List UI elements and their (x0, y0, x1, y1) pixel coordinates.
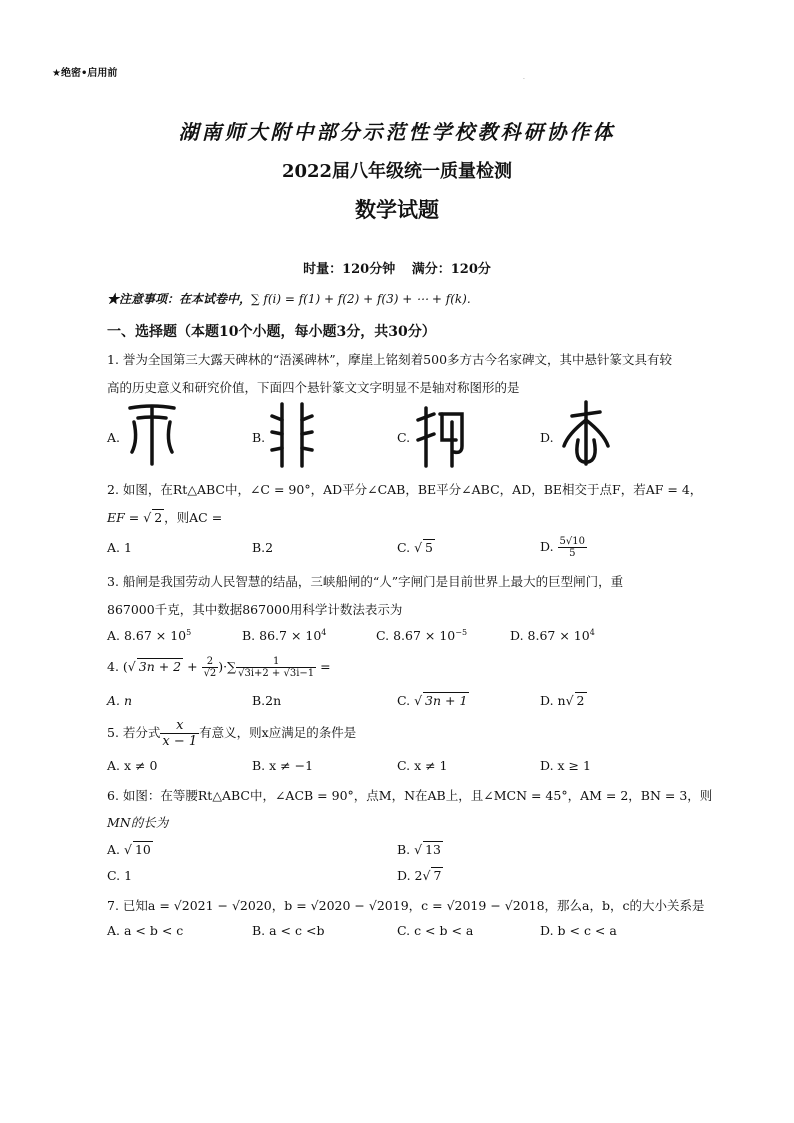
q1-option-c: C. (397, 430, 411, 445)
q7-option-a: A. a < b < c (107, 923, 184, 938)
notice-label: ★注意事项：在本试卷中， (107, 292, 252, 306)
q5-option-a: A. x ≠ 0 (107, 758, 158, 773)
page-dot: · (523, 76, 525, 83)
q3-option-b: B. $86.7 \times 10^4$ (242, 628, 327, 644)
q4-option-d: D. n√ 2 (540, 693, 585, 708)
q6-option-c: C. 1 (107, 868, 133, 883)
q5-option-b: B. x ≠ −1 (252, 758, 314, 773)
q3-option-a: A. $8.67 \times 10^5$ (107, 628, 192, 644)
q1-option-d: D. (540, 430, 554, 445)
seal-glyph-a-icon (124, 400, 180, 468)
exam-title-grade: 2022届八年级统一质量检测 (281, 161, 513, 182)
q5-stem: 5. 若分式 $\frac{x}{x - 1}$ 有意义，则x应满足的条件是 (107, 718, 357, 749)
q7-option-b: B. a < c <b (252, 923, 325, 938)
notice (107, 290, 471, 307)
q1-option-a: A. (107, 430, 121, 445)
q1-stem-line1: 1. 誉为全国第三大露天碑林的“浯溪碑林”，摩崖上铭刻着500多方古今名家碑文，其中悬针篆文具有较 (107, 352, 673, 367)
q3-stem-line2: 867000千克，其中数据867000用科学计数法表示为 (107, 602, 403, 617)
q6-stem-line1: 6. 如图：在等腰Rt△ABC中，∠ACB = 90°，点M，N在AB上，且∠MCN = 45°，AM = 2，BN = 3，则 (107, 788, 713, 803)
exam-title-subject: 数学试题 (355, 197, 439, 222)
q4-option-b: B.2n (252, 693, 282, 708)
exam-time: 时量：120分钟 (303, 262, 396, 277)
q3-option-d: D. $8.67 \times 10^4$ (510, 628, 595, 644)
q1-stem-line2: 高的历史意义和研究价值，下面四个悬针篆文文字明显不是轴对称图形的是 (107, 380, 520, 395)
q3-stem-line1: 3. 船闸是我国劳动人民智慧的结晶，三峡船闸的“人”字闸门是目前世界上最大的巨型闸门，重 (107, 574, 624, 589)
q6-option-d: D. 2√ 7 (397, 868, 442, 883)
exam-title-org: 湖南师大附中部分示范性学校教科研协作体 (178, 120, 616, 144)
q2-option-d: D. $\frac{5√10}{5}$ (540, 536, 585, 559)
seal-glyph-c-icon (412, 400, 468, 468)
q7-option-d: D. b < c < a (540, 923, 617, 938)
q2-option-a: A. 1 (107, 540, 132, 555)
notice-formula: ∑ f(i) = f(1) + f(2) + f(3) + ⋯ + f(k). (251, 292, 471, 306)
q7-stem: 7. 已知a = √2021 − √2020，b = √2020 − √2019，c = √2019 − √2018，那么a，b，c的大小关系是 (107, 898, 705, 913)
exam-score: 满分：120分 (411, 262, 491, 277)
q5-option-c: C. x ≠ 1 (397, 758, 448, 773)
q5-option-d: D. x ≥ 1 (540, 758, 591, 773)
q4-option-c: C. √ 3n + 1 (397, 693, 468, 708)
q4-option-a: A. n (107, 693, 133, 708)
q2-option-c: C. √ 5 (397, 540, 433, 555)
q7-option-c: C. c < b < a (397, 923, 474, 938)
q6-option-b: B. √ 13 (397, 842, 442, 857)
section-heading-choice: 一、选择题（本题10个小题，每小题3分，共30分） (107, 324, 436, 340)
exam-info (0, 258, 794, 277)
q3-option-c: C. $8.67 \times 10^{-5}$ (376, 628, 468, 644)
seal-glyph-d-icon (558, 400, 614, 468)
q2-option-b: B.2 (252, 540, 274, 555)
seal-glyph-b-icon (268, 400, 316, 468)
q2-stem-line1: 2. 如图，在Rt△ABC中，∠C = 90°，AD平分∠CAB，BE平分∠ABC，AD，BE相交于点F，若AF = 4， (107, 482, 703, 497)
q4-stem: 4. (√ 3n + 2 + $\frac{2}{√2}$ )·∑ $\frac{1}{√3i+2 + √3i-1}$ = (107, 656, 331, 679)
confidential-label: ★绝密•启用前 (52, 68, 118, 79)
q6-stem-line2: MN的长为 (107, 815, 169, 830)
q1-option-b: B. (252, 430, 266, 445)
q6-option-a: A. √ 10 (107, 842, 151, 857)
q2-stem-line2: EF = √ 2 ，则AC = (107, 510, 223, 525)
